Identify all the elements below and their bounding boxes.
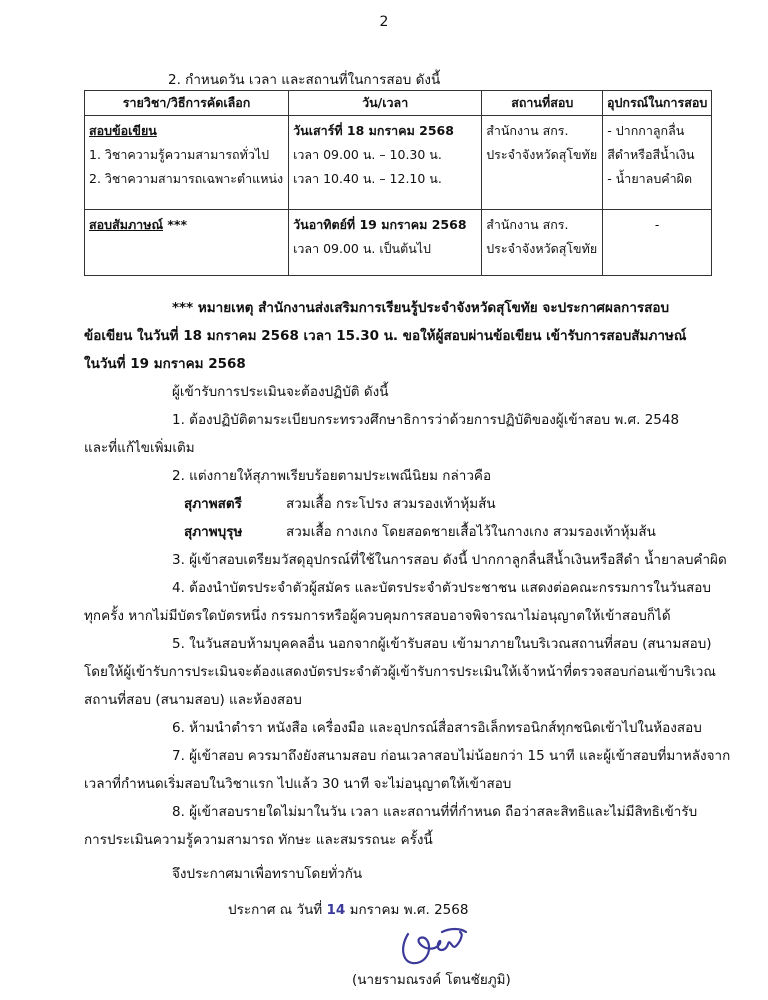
time-line: เวลา 09.00 น. – 10.30 น. bbox=[293, 147, 442, 162]
rule-line: และที่แก้ไขเพิ่มเติม bbox=[84, 440, 195, 456]
cell-method bbox=[85, 116, 289, 210]
cell-equipment bbox=[603, 210, 712, 276]
venue-line: ประจำจังหวัดสุโขทัย bbox=[486, 241, 598, 256]
method-title-wrap bbox=[89, 213, 284, 237]
rule-line: โดยให้ผู้เข้ารับการประเมินจะต้องแสดงบัตรประจำตัวผู้เข้ารับการประเมินให้เจ้าหน้าที่ตรวจสอบก่อนเข้าบริเวณ bbox=[84, 664, 716, 680]
cell-method bbox=[85, 210, 289, 276]
dress-male-label: สุภาพบุรุษ bbox=[184, 524, 243, 540]
method-line: 1. วิชาความรู้ความสามารถทั่วไป bbox=[89, 147, 270, 162]
method-suffix: *** bbox=[163, 217, 188, 232]
cell-datetime bbox=[289, 116, 482, 210]
rule-line: 1. ต้องปฏิบัติตามระเบียบกระทรวงศึกษาธิการว่าด้วยการปฏิบัติของผู้เข้าสอบ พ.ศ. 2548 bbox=[172, 412, 680, 428]
table-row bbox=[85, 116, 712, 210]
date-title: วันอาทิตย์ที่ 19 มกราคม 2568 bbox=[293, 217, 467, 232]
dress-female bbox=[84, 490, 714, 518]
rule-line: เวลาที่กำหนดเริ่มสอบในวิชาแรก ไปแล้ว 30 นาที จะไม่อนุญาตให้เข้าสอบ bbox=[84, 776, 512, 792]
equipment-line: สีดำหรือสีน้ำเงิน bbox=[607, 147, 695, 162]
note-line: *** หมายเหตุ สำนักงานส่งเสริมการเรียนรู้ประจำจังหวัดสุโขทัย จะประกาศผลการสอบ bbox=[172, 300, 670, 316]
cell-equipment bbox=[603, 116, 712, 210]
rule-line: 2. แต่งกายให้สุภาพเรียบร้อยตามประเพณีนิยม กล่าวคือ bbox=[172, 468, 492, 484]
method-title: สอบข้อเขียน bbox=[89, 123, 157, 138]
method-title: สอบสัมภาษณ์ bbox=[89, 217, 164, 232]
venue-line: ประจำจังหวัดสุโขทัย bbox=[486, 147, 598, 162]
rule-line: ทุกครั้ง หากไม่มีบัตรใดบัตรหนึ่ง กรรมการหรือผู้ควบคุมการสอบอาจพิจารณาไม่อนุญาตให้เข้าสอบก็ได้ bbox=[84, 608, 671, 624]
dress-female-text: สวมเสื้อ กระโปรง สวมรองเท้าหุ้มส้น bbox=[286, 496, 496, 512]
equipment-line: - bbox=[654, 217, 660, 232]
note-line: ข้อเขียน ในวันที่ 18 มกราคม 2568 เวลา 15.30 น. ขอให้ผู้สอบผ่านข้อเขียน เข้ารับการสอบสัมภาษณ์ bbox=[84, 328, 687, 344]
header-datetime: วัน/เวลา bbox=[289, 91, 482, 116]
cell-venue bbox=[482, 210, 603, 276]
cell-venue bbox=[482, 116, 603, 210]
rule-line: 6. ห้ามนำตำรา หนังสือ เครื่องมือ และอุปกรณ์สื่อสารอิเล็กทรอนิกส์ทุกชนิดเข้าไปในห้องสอบ bbox=[172, 720, 702, 736]
note-line: ในวันที่ 19 มกราคม 2568 bbox=[84, 356, 246, 372]
rules-intro: ผู้เข้ารับการประเมินจะต้องปฏิบัติ ดังนี้ bbox=[172, 384, 389, 400]
table-header-row bbox=[85, 91, 712, 116]
table-row bbox=[85, 210, 712, 276]
venue-line: สำนักงาน สกร. bbox=[486, 123, 569, 138]
equipment-line: - ปากกาลูกลื่น bbox=[607, 123, 685, 138]
rules-section bbox=[84, 378, 731, 924]
date-prefix: ประกาศ ณ วันที่ bbox=[228, 902, 323, 918]
method-line: 2. วิชาความสามารถเฉพาะตำแหน่ง bbox=[89, 171, 284, 186]
announce-line: จึงประกาศมาเพื่อทราบโดยทั่วกัน bbox=[172, 866, 363, 882]
rule-line: สถานที่สอบ (สนามสอบ) และห้องสอบ bbox=[84, 692, 302, 708]
rule-line: 3. ผู้เข้าสอบเตรียมวัสดุอุปกรณ์ที่ใช้ในการสอบ ดังนี้ ปากกาลูกลื่นสีน้ำเงินหรือสีดำ น้ำยาลบคำผิด bbox=[172, 552, 727, 568]
page-number: 2 bbox=[379, 14, 389, 30]
header-method: รายวิชา/วิธีการคัดเลือก bbox=[85, 91, 289, 116]
note-paragraph bbox=[84, 294, 712, 378]
exam-schedule-table bbox=[84, 90, 712, 276]
dress-female-label: สุภาพสตรี bbox=[184, 496, 242, 512]
dress-male bbox=[84, 518, 714, 546]
dress-male-text: สวมเสื้อ กางเกง โดยสอดชายเสื้อไว้ในกางเกง สวมรองเท้าหุ้มส้น bbox=[286, 524, 656, 540]
signer-name: (นายรามณรงค์ โตนชัยภูมิ) bbox=[352, 972, 511, 988]
equipment-line: - น้ำยาลบคำผิด bbox=[607, 171, 693, 186]
section-title: 2. กำหนดวัน เวลา และสถานที่ในการสอบ ดังนี้ bbox=[168, 72, 441, 88]
rule-line: 5. ในวันสอบห้ามบุคคลอื่น นอกจากผู้เข้ารับสอบ เข้ามาภายในบริเวณสถานที่สอบ (สนามสอบ) bbox=[172, 636, 712, 652]
header-venue: สถานที่สอบ bbox=[482, 91, 603, 116]
time-line: เวลา 09.00 น. เป็นต้นไป bbox=[293, 241, 431, 256]
date-suffix: มกราคม พ.ศ. 2568 bbox=[349, 902, 469, 918]
header-equipment: อุปกรณ์ในการสอบ bbox=[603, 91, 712, 116]
time-line: เวลา 10.40 น. – 12.10 น. bbox=[293, 171, 442, 186]
date-day: 14 bbox=[326, 902, 346, 918]
rule-line: 7. ผู้เข้าสอบ ควรมาถึงยังสนามสอบ ก่อนเวลาสอบไม่น้อยกว่า 15 นาที และผู้เข้าสอบที่มาหลังจาก bbox=[172, 748, 731, 764]
venue-line: สำนักงาน สกร. bbox=[486, 217, 569, 232]
rule-line: 8. ผู้เข้าสอบรายใดไม่มาในวัน เวลา และสถานที่ที่กำหนด ถือว่าสละสิทธิและไม่มีสิทธิเข้ารับ bbox=[172, 804, 698, 820]
date-title: วันเสาร์ที่ 18 มกราคม 2568 bbox=[293, 123, 454, 138]
rule-line: การประเมินความรู้ความสามารถ ทักษะ และสมรรถนะ ครั้งนี้ bbox=[84, 832, 433, 848]
rule-line: 4. ต้องนำบัตรประจำตัวผู้สมัคร และบัตรประจำตัวประชาชน แสดงต่อคณะกรรมการในวันสอบ bbox=[172, 580, 711, 596]
cell-datetime bbox=[289, 210, 482, 276]
